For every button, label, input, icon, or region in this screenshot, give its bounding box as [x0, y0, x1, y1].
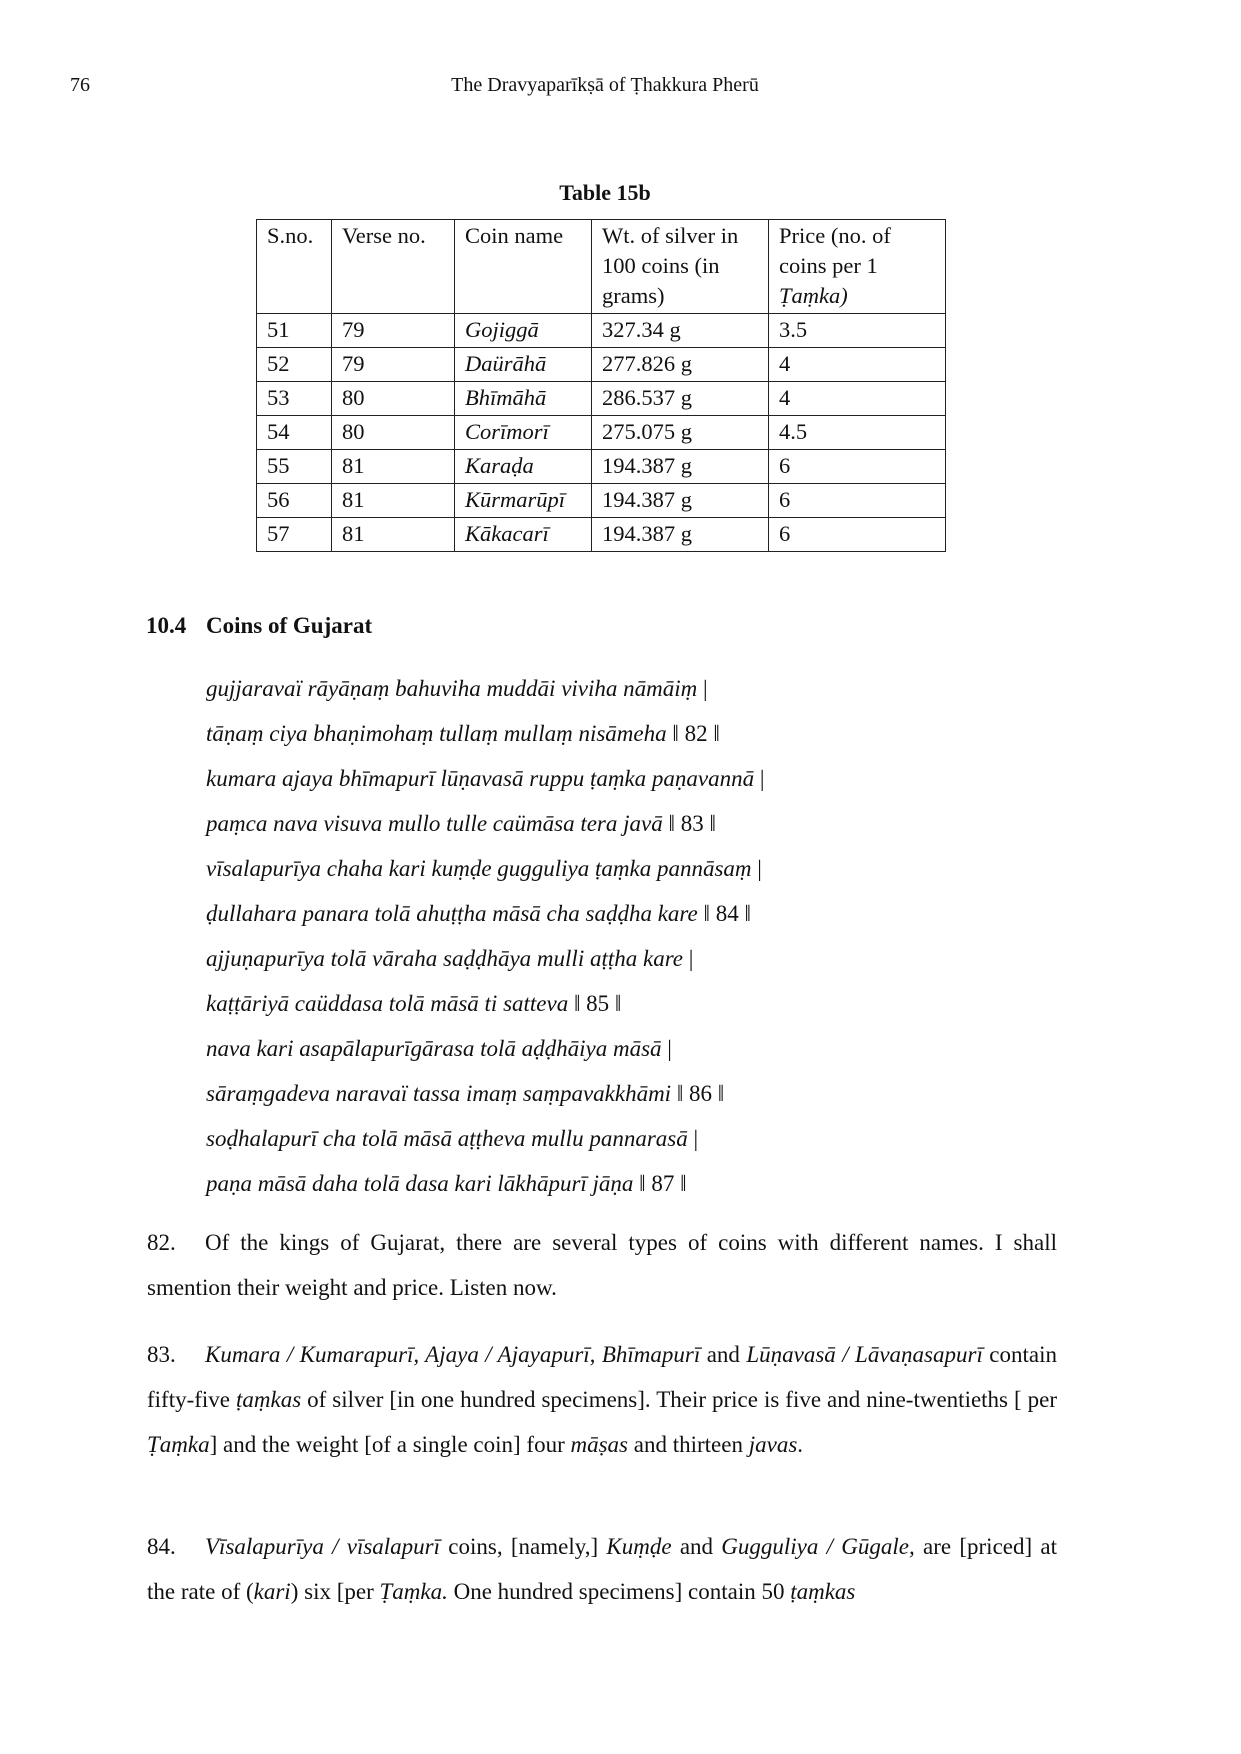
verse-mark: |	[687, 1126, 699, 1151]
translation-paragraph-83	[147, 1332, 1057, 1467]
cell-sno: 56	[257, 484, 332, 518]
cell-coin: Karaḍa	[455, 450, 592, 484]
term: Ṭaṃka	[147, 1432, 210, 1457]
paragraph-number: 83.	[147, 1342, 176, 1367]
verse-line	[206, 1026, 765, 1071]
column-header-price	[769, 220, 946, 314]
verse-line	[206, 1116, 765, 1161]
cell-verse: 81	[332, 518, 455, 552]
cell-sno: 57	[257, 518, 332, 552]
coin-names: Kumara / Kumarapurī, Ajaya / Ajayapurī, Bhīmapurī	[205, 1342, 701, 1367]
term: ṭaṃkas	[236, 1387, 302, 1412]
cell-price: 6	[769, 450, 946, 484]
verse-text: kaṭṭāriyā caüddasa tolā māsā ti satteva	[206, 991, 569, 1016]
verse-text: paṇa māsā daha tolā dasa kari lākhāpurī jāṇa	[206, 1171, 634, 1196]
verse-text: ḍullahara panara tolā ahuṭṭha māsā cha saḍḍha kare	[206, 901, 698, 926]
paragraph-text: contain fifty-five	[147, 1342, 1057, 1412]
table-row	[257, 518, 946, 552]
table-header-row	[257, 220, 946, 314]
cell-coin: Bhīmāhā	[455, 382, 592, 416]
term: Ṭaṃka.	[379, 1579, 448, 1604]
cell-verse: 79	[332, 314, 455, 348]
verse-text: kumara ajaya bhīmapurī lūṇavasā ruppu ṭaṃka paṇavannā	[206, 766, 755, 791]
verse-mark: ‖ 86 ‖	[671, 1081, 725, 1106]
cell-verse: 80	[332, 416, 455, 450]
column-header-weight: Wt. of silver in 100 coins (in grams)	[592, 220, 769, 314]
price-header-unit: Ṭaṃka)	[779, 283, 848, 308]
paragraph-text: and thirteen	[628, 1432, 749, 1457]
cell-sno: 55	[257, 450, 332, 484]
table-row	[257, 416, 946, 450]
paragraph-text: ] and the weight [of a single coin] four	[209, 1432, 571, 1457]
running-head: The Dravyaparīkṣā of Ṭhakkura Pherū	[451, 74, 759, 96]
cell-coin: Gojiggā	[455, 314, 592, 348]
column-header-coin: Coin name	[455, 220, 592, 314]
verse-mark: |	[661, 1036, 672, 1061]
verse-line	[206, 711, 765, 756]
cell-verse: 81	[332, 450, 455, 484]
table-caption: Table 15b	[559, 180, 651, 205]
cell-price: 6	[769, 484, 946, 518]
verse-block	[206, 666, 765, 1206]
paragraph-number: 84.	[147, 1534, 176, 1559]
paragraph-text: coins, [namely,]	[440, 1534, 607, 1559]
translation-paragraph-84	[147, 1524, 1057, 1614]
coin-table	[256, 219, 946, 552]
table-row	[257, 450, 946, 484]
translation-paragraph-82	[147, 1220, 1057, 1310]
verse-text: ajjuṇapurīya tolā vāraha saḍḍhāya mulli aṭṭha kare	[206, 946, 684, 971]
section-heading	[146, 613, 372, 639]
coin-names: Lūṇavasā / Lāvaṇasapurī	[746, 1342, 983, 1367]
paragraph-text: Of the kings of Gujarat, there are several types of coins with different names. I shall smention their weight and price. Listen now.	[147, 1230, 1057, 1300]
verse-line	[206, 936, 765, 981]
section-title: Coins of Gujarat	[206, 613, 373, 638]
verse-mark: |	[751, 856, 762, 881]
page-number: 76	[70, 74, 90, 96]
term: ṭaṃkas	[790, 1579, 856, 1604]
coin-names: Kuṃḍe	[606, 1534, 672, 1559]
term: kari	[253, 1579, 291, 1604]
table-row	[257, 348, 946, 382]
verse-line	[206, 666, 765, 711]
cell-price: 6	[769, 518, 946, 552]
cell-price: 4	[769, 382, 946, 416]
price-header-text: Price (no. of coins per 1	[779, 223, 891, 278]
verse-text: tāṇaṃ ciya bhaṇimohaṃ tullaṃ mullaṃ nisāmeha	[206, 721, 667, 746]
verse-mark: ‖ 83 ‖	[662, 811, 716, 836]
cell-weight: 194.387 g	[592, 518, 769, 552]
verse-mark: |	[683, 946, 694, 971]
cell-sno: 54	[257, 416, 332, 450]
column-header-verse: Verse no.	[332, 220, 455, 314]
verse-line	[206, 756, 765, 801]
cell-price: 4.5	[769, 416, 946, 450]
term: javas	[748, 1432, 798, 1457]
table-row	[257, 314, 946, 348]
cell-verse: 79	[332, 348, 455, 382]
cell-coin: Kākacarī	[455, 518, 592, 552]
paragraph-text: One hundred specimens] contain 50	[447, 1579, 791, 1604]
cell-coin: Daürāhā	[455, 348, 592, 382]
cell-weight: 277.826 g	[592, 348, 769, 382]
cell-weight: 194.387 g	[592, 484, 769, 518]
cell-weight: 327.34 g	[592, 314, 769, 348]
verse-line	[206, 801, 765, 846]
paragraph-text: of silver [in one hundred specimens]. Their price is five and nine-twentieths [ per	[301, 1387, 1057, 1412]
verse-line	[206, 891, 765, 936]
verse-mark: |	[697, 676, 708, 701]
cell-sno: 51	[257, 314, 332, 348]
cell-weight: 194.387 g	[592, 450, 769, 484]
cell-verse: 80	[332, 382, 455, 416]
verse-mark: ‖ 87 ‖	[633, 1171, 687, 1196]
verse-text: gujjaravaï rāyāṇaṃ bahuviha muddāi viviha nāmāiṃ	[206, 676, 698, 701]
cell-weight: 286.537 g	[592, 382, 769, 416]
cell-coin: Corīmorī	[455, 416, 592, 450]
term: māṣas	[570, 1432, 628, 1457]
paragraph-number: 82.	[147, 1230, 176, 1255]
verse-mark: ‖ 84 ‖	[697, 901, 751, 926]
table-row	[257, 382, 946, 416]
cell-price: 4	[769, 348, 946, 382]
coin-names: Gugguliya / Gūgale,	[721, 1534, 915, 1559]
cell-price: 3.5	[769, 314, 946, 348]
verse-mark: ‖ 82 ‖	[666, 721, 720, 746]
coin-names: Vīsalapurīya / vīsalapurī	[205, 1534, 441, 1559]
cell-sno: 52	[257, 348, 332, 382]
verse-text: paṃca nava visuva mullo tulle caümāsa tera javā	[206, 811, 663, 836]
paragraph-text: and	[700, 1342, 747, 1367]
cell-sno: 53	[257, 382, 332, 416]
verse-line	[206, 846, 765, 891]
paragraph-text: ) six [per	[290, 1579, 380, 1604]
verse-line	[206, 1161, 765, 1206]
verse-text: sāraṃgadeva naravaï tassa imaṃ saṃpavakkhāmi	[206, 1081, 672, 1106]
verse-line	[206, 1071, 765, 1116]
paragraph-text: .	[797, 1432, 804, 1457]
verse-text: vīsalapurīya chaha kari kuṃḍe gugguliya ṭaṃka pannāsaṃ	[206, 856, 752, 881]
verse-line	[206, 981, 765, 1026]
paragraph-text: are [priced] at the rate of (	[147, 1534, 1058, 1604]
table-row	[257, 484, 946, 518]
paragraph-text: and	[671, 1534, 722, 1559]
cell-coin: Kūrmarūpī	[455, 484, 592, 518]
cell-weight: 275.075 g	[592, 416, 769, 450]
verse-text: soḍhalapurī cha tolā māsā aṭṭheva mullu pannarasā	[206, 1126, 688, 1151]
cell-verse: 81	[332, 484, 455, 518]
verse-text: nava kari asapālapurīgārasa tolā aḍḍhāiya māsā	[206, 1036, 662, 1061]
column-header-sno: S.no.	[257, 220, 332, 314]
section-number: 10.4	[146, 613, 187, 638]
verse-mark: ‖ 85 ‖	[568, 991, 622, 1016]
verse-mark: |	[754, 766, 765, 791]
